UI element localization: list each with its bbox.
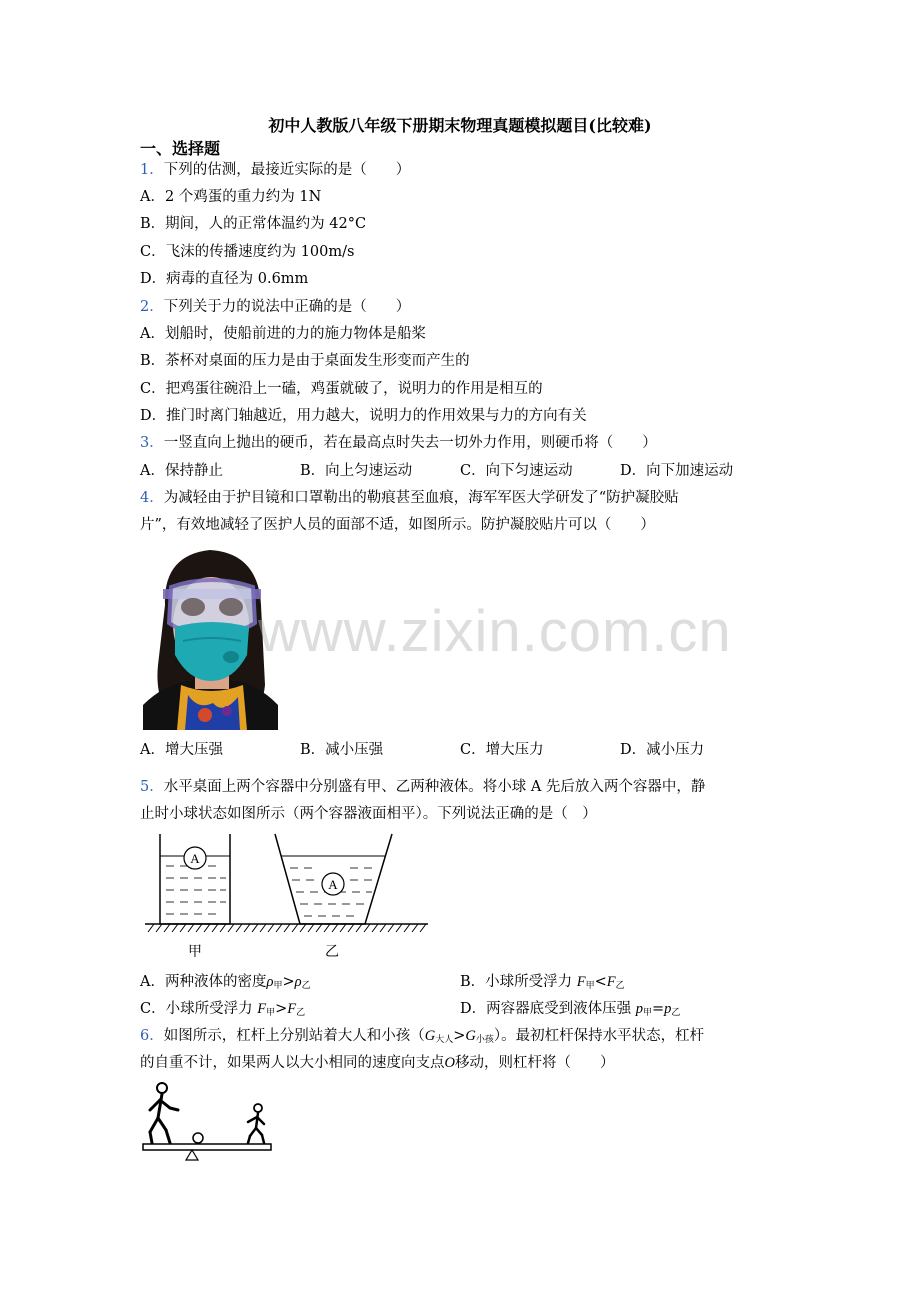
question-2-stem: 2．下列关于力的说法中正确的是（ ） <box>140 299 411 315</box>
question-4-option-a: A．增大压强 <box>140 742 223 758</box>
question-2-number: 2． <box>140 299 164 315</box>
question-1-number: 1． <box>140 162 164 178</box>
two-containers-diagram <box>140 832 430 962</box>
question-5-stem-line-1: 5．水平桌面上两个容器中分别盛有甲、乙两种液体。将小球 A 先后放入两个容器中，静 <box>140 779 706 795</box>
question-3-stem: 3．一竖直向上抛出的硬币，若在最高点时失去一切外力作用，则硬币将（ ） <box>140 435 657 451</box>
question-4-option-b: B．减小压强 <box>300 742 384 758</box>
question-4-stem-line-2: 片”，有效地减轻了医护人员的面部不适，如图所示。防护凝胶贴片可以（ ） <box>140 517 655 533</box>
watermark: www.zixin.com.cn <box>258 599 732 664</box>
question-1-stem: 1．下列的估测，最接近实际的是（ ） <box>140 162 411 178</box>
question-5-stem-line-2: 止时小球状态如图所示（两个容器液面相平）。下列说法正确的是（ ） <box>140 806 597 822</box>
question-5-option-b: B．小球所受浮力 $F_甲<F_乙$ <box>460 974 625 991</box>
question-3-option-d: D．向下加速运动 <box>620 463 734 479</box>
question-2-option-b: B．茶杯对桌面的压力是由于桌面发生形变而产生的 <box>140 353 470 369</box>
ball-label-right: A <box>328 877 338 892</box>
question-6-stem-line-1: 6．如图所示，杠杆上分别站着大人和小孩$(G_{大人}>G_{小孩})$。最初杠杆保持水平状态，杠杆 <box>140 1028 705 1045</box>
question-5-option-a: A．两种液体的密度$\rho_甲>\rho_乙$ <box>140 974 311 991</box>
question-2-option-a: A．划船时，使船前进的力的施力物体是船桨 <box>140 326 426 342</box>
question-1-option-c: C．飞沫的传播速度约为 100m/s <box>140 244 355 260</box>
lever-seesaw-diagram <box>140 1080 275 1166</box>
question-1-option-d: D．病毒的直径为 0.6mm <box>140 271 309 287</box>
question-3-number: 3． <box>140 435 164 451</box>
question-3-option-a: A．保持静止 <box>140 463 223 479</box>
question-5-number: 5． <box>140 779 164 795</box>
section-heading: 一、选择题 <box>140 139 221 158</box>
question-4-number: 4． <box>140 490 164 506</box>
question-3-option-b: B．向上匀速运动 <box>300 463 413 479</box>
ball-label-left: A <box>190 851 200 866</box>
question-3-option-c: C．向下匀速运动 <box>460 463 573 479</box>
question-4-stem-line-1: 4．为减轻由于护目镜和口罩勒出的勒痕甚至血痕，海军军医大学研发了“防护凝胶贴 <box>140 490 679 506</box>
question-6-stem-line-2: 的自重不计，如果两人以大小相同的速度向支点O移动，则杠杆将（ ） <box>140 1055 615 1071</box>
question-4-option-c: C．增大压力 <box>460 742 544 758</box>
question-1-option-a: A．2 个鸡蛋的重力约为 1N <box>140 189 322 205</box>
question-6-number: 6． <box>140 1028 164 1044</box>
page-title: 初中人教版八年级下册期末物理真题模拟题目(比较难) <box>268 116 652 135</box>
container-label-jia: 甲 <box>188 944 202 960</box>
container-label-yi: 乙 <box>325 944 339 960</box>
question-4-option-d: D．减小压力 <box>620 742 705 758</box>
question-2-option-d: D．推门时离门轴越近，用力越大，说明力的作用效果与力的方向有关 <box>140 408 587 424</box>
question-5-option-c: C．小球所受浮力 $F_甲>F_乙$ <box>140 1001 306 1018</box>
question-1-option-b: B．期间，人的正常体温约为 42°C <box>140 216 367 232</box>
question-5-option-d: D．两容器底受到液体压强 $p_甲=p_乙$ <box>460 1001 681 1018</box>
question-2-option-c: C．把鸡蛋往碗沿上一磕，鸡蛋就破了，说明力的作用是相互的 <box>140 381 543 397</box>
